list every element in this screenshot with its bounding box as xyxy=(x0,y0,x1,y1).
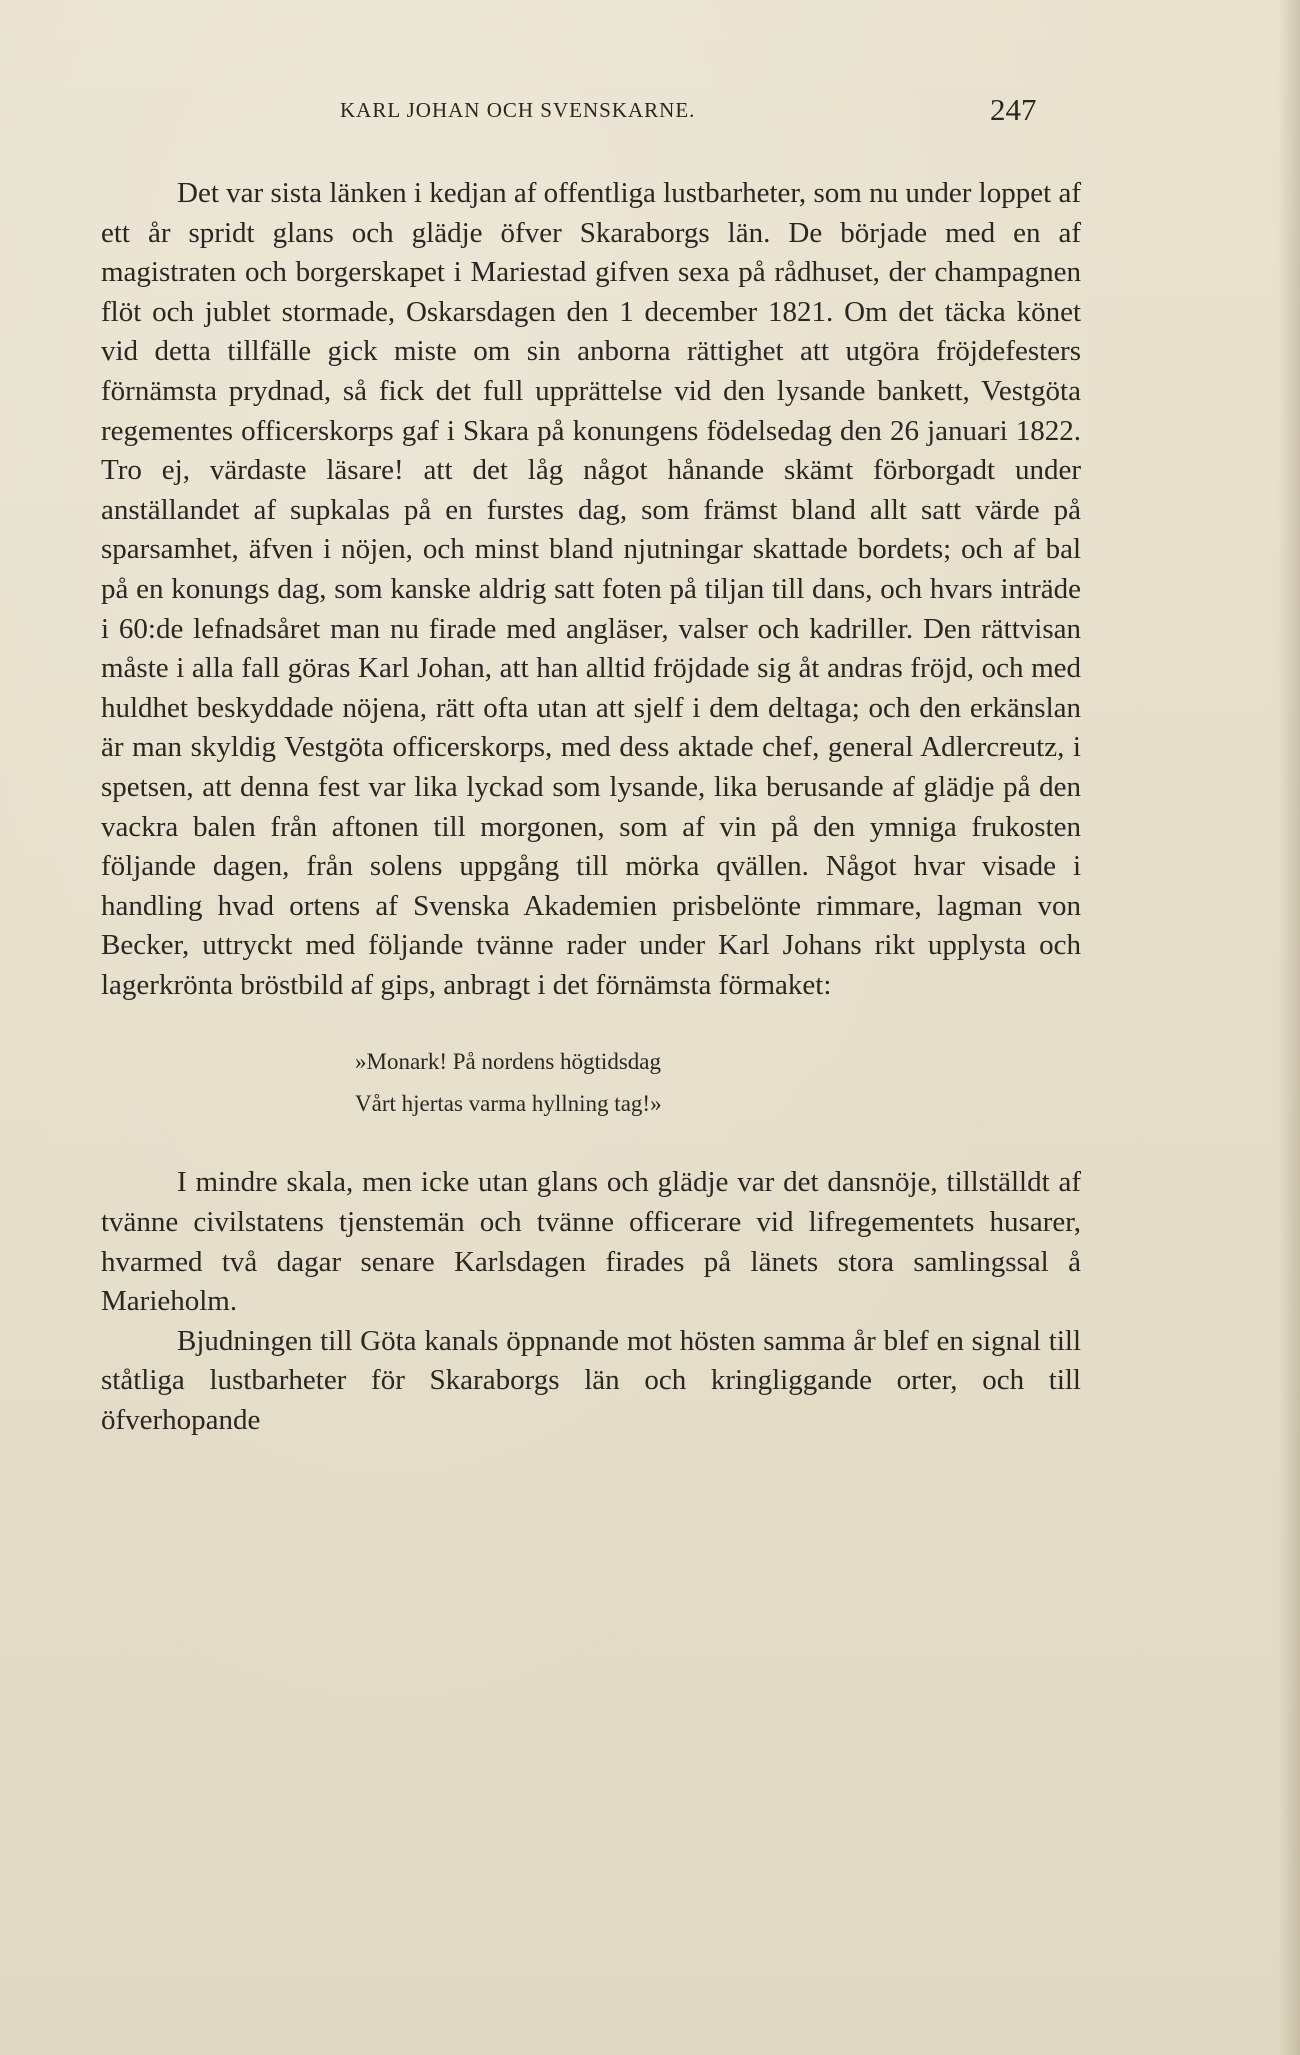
paragraph-1: Det var sista länken i kedjan af offentliga lustbarheter, som nu under loppet af ett år spridt glans och glädje öfver Skaraborgs län. De började med en af magistraten och borgerskapet i Mariestad gifven sexa på rådhuset, der champagnen flöt och jublet stormade, Oskarsdagen den 1 december 1821. Om det täcka könet vid detta tillfälle gick miste om sin anborna rättighet att utgöra fröjdefesters förnämsta prydnad, så fick det full upprättelse vid den lysande bankett, Vestgöta regementes officerskorps gaf i Skara på konungens födelsedag den 26 januari 1822. Tro ej, värdaste läsare! att det låg något hånande skämt förborgadt under anställandet af supkalas på en furstes dag, som främst bland allt satt värde på sparsamhet, äfven i nöjen, och minst bland njutningar skattade bordets; och af bal på en konungs dag, som kanske aldrig satt foten på tiljan till dans, och hvars inträde i 60:de lefnadsåret man nu firade med angläser, valser och kadriller. Den rättvisan måste i alla fall göras Karl Johan, att han alltid fröjdade sig åt andras fröjd, och med huldhet beskyddade nöjena, rätt ofta utan att sjelf i dem deltaga; och den erkänslan är man skyldig Vestgöta officerskorps, med dess aktade chef, general Adlercreutz, i spetsen, att denna fest var lika lyckad som lysande, lika berusande af glädje på den vackra balen från aftonen till morgonen, som af vin på den ymniga frukosten följande dagen, från solens uppgång till mörka qvällen. Något hvar visade i handling hvad ortens af Svenska Akademien prisbelönte rimmare, lagman von Becker, uttryckt med följande tvänne rader under Karl Johans rikt upplysta och lagerkrönta bröstbild af gips, anbragt i det förnämsta förmaket: xyxy=(101,177,1081,1001)
paragraph-2: I mindre skala, men icke utan glans och glädje var det dansnöje, tillställdt af tvänne civilstatens tjenstemän och tvänne officerare vid lifregementets husarer, hvarmed två dagar senare Karlsdagen firades på länets stora samlingssal å Marieholm. xyxy=(101,1166,1081,1318)
page-edge-shadow xyxy=(1278,0,1300,2055)
poem-line-2: Vårt hjertas varma hyllning tag!» xyxy=(355,1091,662,1117)
poem-line-1: »Monark! På nordens högtidsdag xyxy=(355,1049,661,1075)
poem-quote xyxy=(355,1041,1081,1125)
paragraph-3: Bjudningen till Göta kanals öppnande mot hösten samma år blef en signal till ståtliga lustbarheter för Skaraborgs län och kringliggande orter, och till öfverhopande xyxy=(101,1324,1081,1437)
body-text xyxy=(101,174,1081,1441)
running-header: KARL JOHAN OCH SVENSKARNE. xyxy=(340,98,696,122)
page-number: 247 xyxy=(990,92,1037,127)
